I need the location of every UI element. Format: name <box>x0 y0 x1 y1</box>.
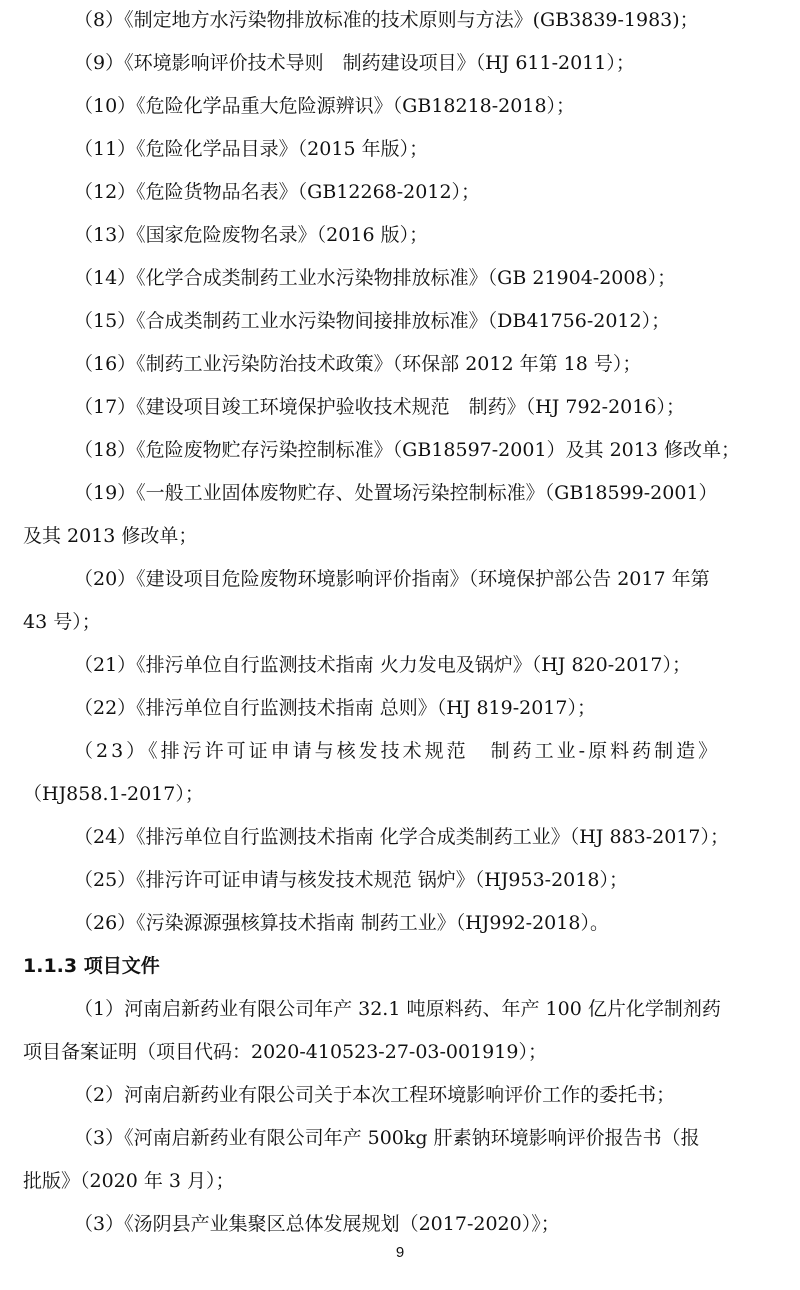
page-number: 9 <box>395 1244 405 1261</box>
ref-item-19-cont: 及其 2013 修改单； <box>23 525 198 547</box>
ref-item-10: （10）《危险化学品重大危险源辨识》（GB18218-2018）； <box>74 95 576 117</box>
ref-item-12: （12）《危险货物品名表》（GB12268-2012）； <box>74 181 481 203</box>
ref-item-22: （22）《排污单位自行监测技术指南 总则》（HJ 819-2017）； <box>74 697 596 719</box>
doc-item-3-cont: 批版》（2020 年 3 月）； <box>23 1170 235 1192</box>
ref-item-13: （13）《国家危险废物名录》（2016 版）； <box>74 224 429 246</box>
ref-item-24: （24）《排污单位自行监测技术指南 化学合成类制药工业》（HJ 883-2017）； <box>74 826 729 848</box>
section-heading: 1.1.3 项目文件 <box>23 955 160 977</box>
ref-item-20-cont: 43 号）； <box>23 611 101 633</box>
ref-item-8: （8）《制定地方水污染物排放标准的技术原则与方法》(GB3839-1983)； <box>74 9 699 31</box>
ref-item-9: （9）《环境影响评价技术导则 制药建设项目》（HJ 611-2011）； <box>74 52 635 74</box>
ref-item-23-cont: （HJ858.1-2017）； <box>23 783 204 805</box>
ref-item-18: （18）《危险废物贮存污染控制标准》（GB18597-2001）及其 2013 修改单； <box>74 439 740 461</box>
doc-item-2: （2）河南启新药业有限公司关于本次工程环境影响评价工作的委托书； <box>74 1084 676 1106</box>
doc-item-4: （3）《汤阴县产业集聚区总体发展规划（2017-2020）》； <box>74 1213 560 1235</box>
ref-item-26: （26）《污染源源强核算技术指南 制药工业》（HJ992-2018）。 <box>74 912 609 934</box>
ref-item-16: （16）《制药工业污染防治技术政策》（环保部 2012 年第 18 号）； <box>74 353 642 375</box>
ref-item-21: （21）《排污单位自行监测技术指南 火力发电及锅炉》（HJ 820-2017）； <box>74 654 691 676</box>
ref-item-11: （11）《危险化学品目录》（2015 年版）； <box>74 138 429 160</box>
doc-item-3: （3）《河南启新药业有限公司年产 500kg 肝素钠环境影响评价报告书（报 <box>74 1127 700 1149</box>
ref-item-14: （14）《化学合成类制药工业水污染物排放标准》（GB 21904-2008）； <box>74 267 677 289</box>
ref-item-23: （23）《排污许可证申请与核发技术规范 制药工业-原料药制造》 <box>74 740 721 762</box>
doc-item-1: （1）河南启新药业有限公司年产 32.1 吨原料药、年产 100 亿片化学制剂药 <box>74 998 721 1020</box>
ref-item-15: （15）《合成类制药工业水污染物间接排放标准》（DB41756-2012）； <box>74 310 671 332</box>
ref-item-19: （19）《一般工业固体废物贮存、处置场污染控制标准》（GB18599-2001） <box>74 482 718 504</box>
ref-item-17: （17）《建设项目竣工环境保护验收技术规范 制药》（HJ 792-2016）； <box>74 396 685 418</box>
doc-item-1-cont: 项目备案证明（项目代码：2020-410523-27-03-001919）； <box>23 1041 547 1063</box>
ref-item-20: （20）《建设项目危险废物环境影响评价指南》（环境保护部公告 2017 年第 <box>74 568 710 590</box>
ref-item-25: （25）《排污许可证申请与核发技术规范 锅炉》（HJ953-2018）； <box>74 869 628 891</box>
